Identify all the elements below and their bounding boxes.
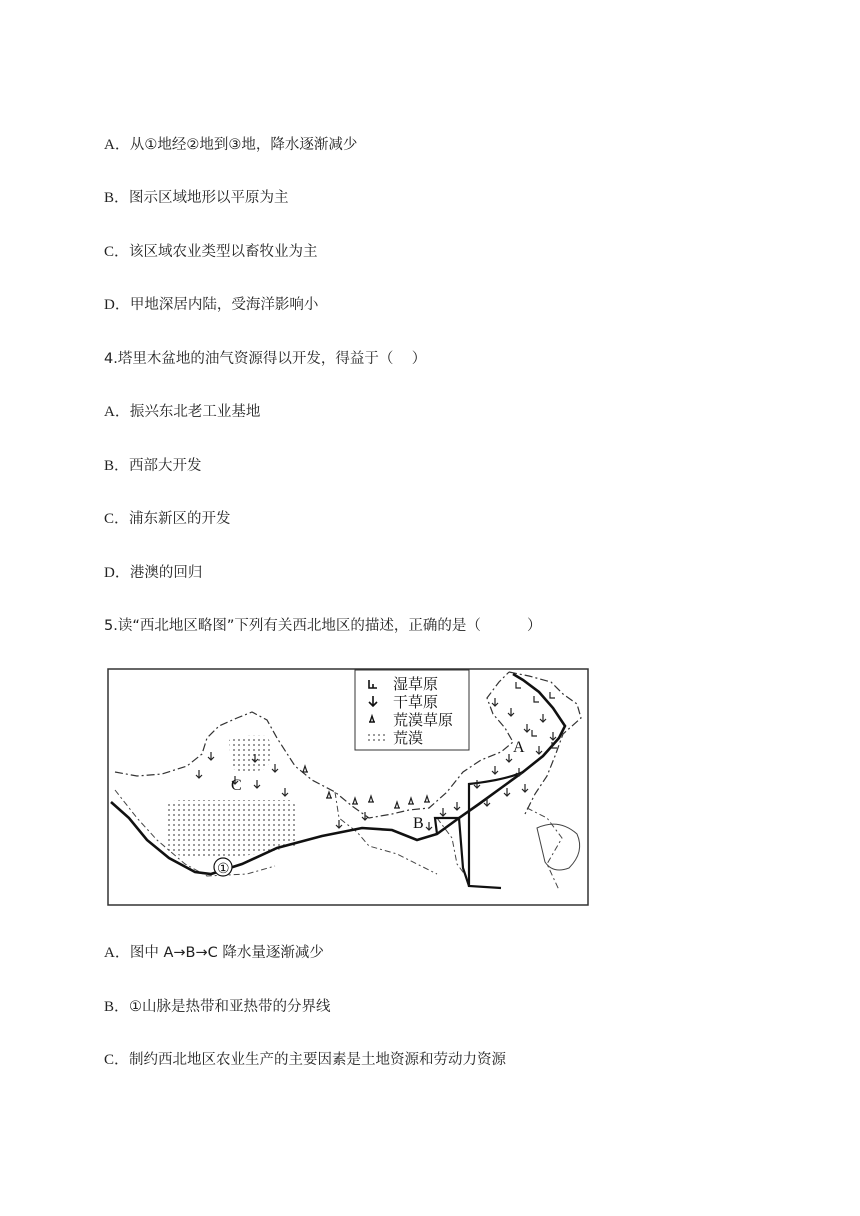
option-text: 图中 A→B→C 降水量逐渐减少: [129, 945, 324, 961]
option-text: 该区域农业类型以畜牧业为主: [129, 244, 318, 260]
option-text: 从①地经②地到③地，降水逐渐减少: [129, 137, 358, 153]
desert-area-tarim: [165, 800, 297, 858]
q4-stem: 4.塔里木盆地的油气资源得以开发，得益于（ ）: [104, 351, 427, 367]
option-text: 港澳的回归: [129, 565, 203, 581]
legend-label-desert-grassland: 荒漠草原: [393, 711, 454, 729]
q4-option-a: [104, 403, 260, 421]
legend-label-dry-grassland: 干草原: [393, 693, 439, 711]
option-letter: C．: [104, 511, 130, 527]
option-letter: A．: [104, 404, 130, 420]
map-frame: [108, 669, 588, 905]
option-letter: A．: [104, 137, 130, 153]
option-text: 振兴东北老工业基地: [129, 404, 261, 420]
option-letter: D．: [104, 565, 130, 581]
option-letter: B．: [104, 458, 130, 474]
map-label-mountain: ①: [217, 862, 230, 877]
q3-option-d: [104, 296, 318, 314]
q3-option-b: [104, 189, 289, 207]
desert-area-junggar: [229, 736, 271, 773]
q4-option-b: [104, 457, 202, 475]
legend-label-desert: 荒漠: [393, 729, 424, 747]
legend-desert-symbol: [367, 732, 387, 744]
q5-option-c: [104, 1051, 506, 1069]
map-label-b: B: [413, 815, 424, 832]
option-text: 西部大开发: [129, 458, 202, 474]
option-text: 制约西北地区农业生产的主要因素是土地资源和劳动力资源: [129, 1052, 507, 1068]
option-text: ①山脉是热带和亚热带的分界线: [129, 999, 331, 1015]
map-label-c: C: [231, 777, 242, 794]
q5-option-a: [104, 944, 324, 962]
option-letter: B．: [104, 190, 130, 206]
q4-option-d: [104, 564, 202, 582]
northwest-region-map: [107, 668, 589, 906]
legend-label-wet-grassland: 湿草原: [393, 675, 439, 693]
q5-stem: 5.读“西北地区略图”下列有关西北地区的描述，正确的是（ ）: [104, 618, 542, 634]
q4-option-c: [104, 510, 231, 528]
option-text: 甲地深居内陆，受海洋影响小: [129, 297, 319, 313]
option-text: 浦东新区的开发: [129, 511, 231, 527]
map-label-a: A: [513, 739, 525, 756]
option-letter: D．: [104, 297, 130, 313]
q5-option-b: [104, 998, 331, 1016]
q3-option-a: [104, 136, 357, 154]
option-letter: C．: [104, 244, 130, 260]
option-letter: A．: [104, 945, 130, 961]
q3-option-c: [104, 243, 318, 261]
option-text: 图示区域地形以平原为主: [129, 190, 289, 206]
option-letter: B．: [104, 999, 130, 1015]
option-letter: C．: [104, 1052, 130, 1068]
